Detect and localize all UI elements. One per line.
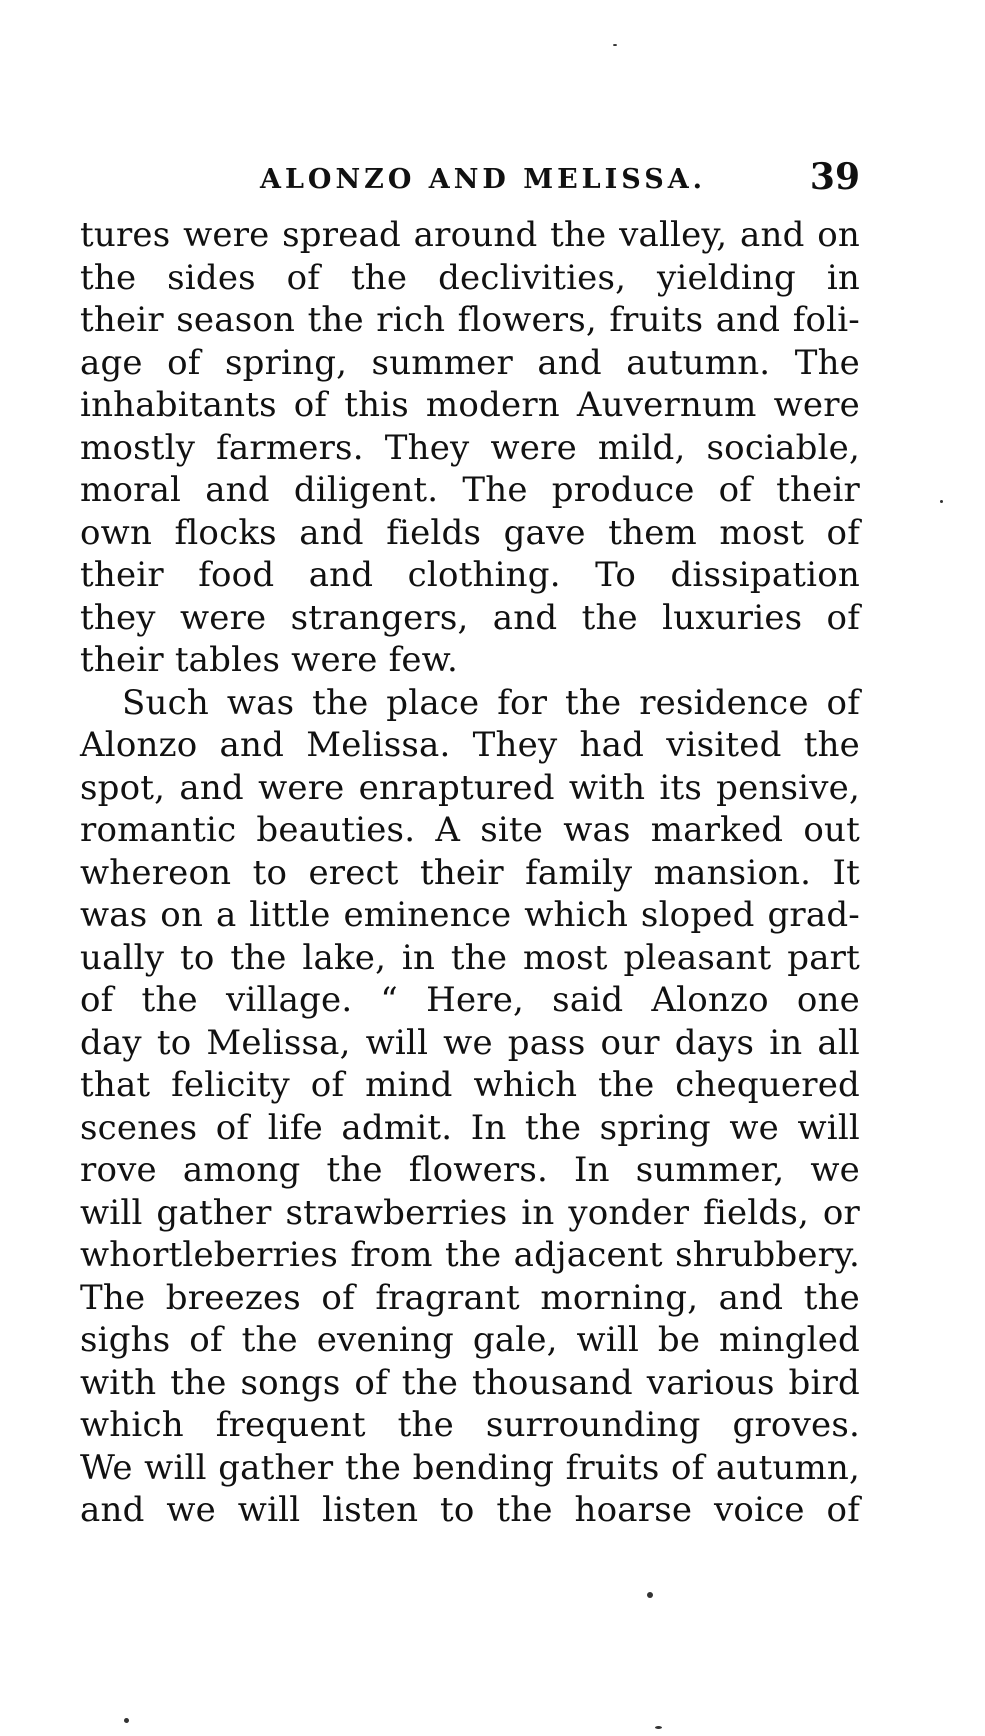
text-line: ually to the lake, in the most pleasant part <box>80 937 860 978</box>
scan-speck <box>124 1718 129 1723</box>
text-line: age of spring, summer and autumn. The <box>80 342 860 383</box>
text-line: the sides of the declivities, yielding in <box>80 257 860 298</box>
text-line: mostly farmers. They were mild, sociable, <box>80 427 860 468</box>
text-line: their food and clothing. To dissipation <box>80 555 860 595</box>
running-title: ALONZO AND MELISSA. <box>260 164 707 195</box>
text-line: The breezes of fragrant morning, and the <box>80 1277 860 1318</box>
text-line: which frequent the surrounding groves. <box>80 1405 860 1445</box>
text-line: inhabitants of this modern Auvernum were <box>80 385 860 425</box>
scan-speck <box>613 44 617 46</box>
text-line: tures were spread around the valley, and on <box>80 215 860 255</box>
text-line: they were strangers, and the luxuries of <box>80 597 860 638</box>
text-line: and we will listen to the hoarse voice of <box>80 1490 860 1530</box>
text-line: own flocks and fields gave them most of <box>80 512 860 553</box>
text-line: moral and diligent. The produce of their <box>80 470 860 510</box>
text-line: sighs of the evening gale, will be mingled <box>80 1320 860 1360</box>
scan-speck <box>647 1592 653 1598</box>
page-number: 39 <box>809 156 860 198</box>
text-line: Such was the place for the residence of <box>122 682 860 723</box>
text-line: their tables were few. <box>80 640 458 680</box>
paragraph <box>80 214 860 682</box>
text-line: romantic beauties. A site was marked out <box>80 810 860 850</box>
body-text <box>80 214 860 1532</box>
scan-speck <box>655 1726 662 1729</box>
text-line: spot, and were enraptured with its pensive, <box>80 767 860 808</box>
scan-speck <box>940 500 943 503</box>
text-line: scenes of life admit. In the spring we will <box>80 1107 860 1148</box>
running-head <box>80 158 860 202</box>
text-line: was on a little eminence which sloped grad- <box>80 895 860 935</box>
text-line: We will gather the bending fruits of autumn, <box>80 1447 860 1488</box>
text-line: day to Melissa, will we pass our days in all <box>80 1022 860 1063</box>
text-line: their season the rich flowers, fruits and foli- <box>80 300 860 340</box>
paragraph <box>80 682 860 1532</box>
text-line: whortleberries from the adjacent shrubbery. <box>80 1235 860 1275</box>
text-line: that felicity of mind which the chequered <box>80 1065 860 1105</box>
text-line: rove among the flowers. In summer, we <box>80 1150 860 1190</box>
text-line: of the village. “ Here, said Alonzo one <box>80 980 860 1020</box>
text-line: whereon to erect their family mansion. It <box>80 852 860 893</box>
text-line: Alonzo and Melissa. They had visited the <box>80 725 860 765</box>
text-line: will gather strawberries in yonder fields, or <box>80 1192 860 1233</box>
text-line: with the songs of the thousand various bird <box>80 1362 860 1403</box>
